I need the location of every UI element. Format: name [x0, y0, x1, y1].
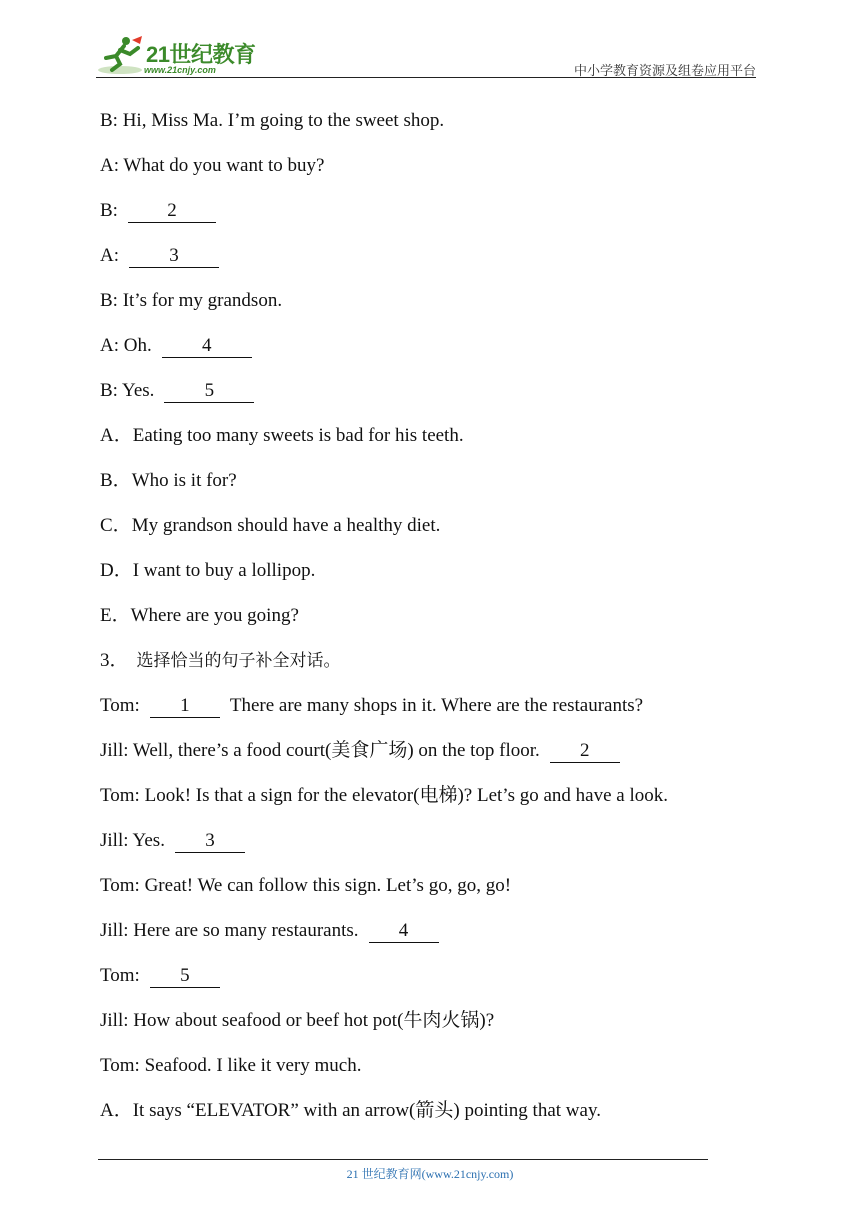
- option-item: [100, 421, 760, 466]
- runner-logo-icon: [96, 34, 146, 78]
- dialogue-text: Jill: How about seafood or beef hot pot(牛肉火锅)?: [100, 1010, 495, 1031]
- page-footer: 21 世纪教育网(www.21cnjy.com): [346, 1167, 514, 1181]
- answer-blank[interactable]: 4: [162, 335, 252, 358]
- dialogue-text: A: Oh.: [100, 335, 152, 356]
- dialogue-text: Jill: Yes.: [100, 830, 165, 851]
- dialogue-text: B: Yes.: [100, 380, 155, 401]
- answer-blank[interactable]: 2: [128, 200, 216, 223]
- page-header: [96, 30, 756, 78]
- dialogue-line: [100, 1051, 760, 1096]
- option-item: [100, 556, 760, 601]
- footer-divider: [98, 1159, 708, 1160]
- answer-blank[interactable]: 3: [129, 245, 219, 268]
- dialogue-line: [100, 106, 760, 151]
- dialogue-line: [100, 331, 760, 376]
- dialogue-line: [100, 241, 760, 286]
- option-letter: C．: [100, 515, 132, 536]
- option-item: [100, 511, 760, 556]
- dialogue-line: [100, 871, 760, 916]
- dialogue-text: Tom:: [100, 965, 140, 986]
- option-letter: E．: [100, 605, 131, 626]
- dialogue-line: [100, 151, 760, 196]
- dialogue-text: B: It’s for my grandson.: [100, 290, 283, 311]
- option-text: It says “ELEVATOR” with an arrow(箭头) pointing that way.: [132, 1100, 601, 1121]
- dialogue-line: [100, 916, 760, 961]
- dialogue-text: A:: [100, 245, 119, 266]
- dialogue-text: There are many shops in it. Where are the restaurants?: [229, 695, 644, 716]
- answer-blank[interactable]: 1: [150, 695, 220, 718]
- option-letter: D．: [100, 560, 133, 581]
- answer-blank[interactable]: 4: [369, 920, 439, 943]
- option-text: Where are you going?: [130, 605, 299, 626]
- answer-blank[interactable]: 5: [164, 380, 254, 403]
- dialogue-line: [100, 286, 760, 331]
- option-text: My grandson should have a healthy diet.: [131, 515, 441, 536]
- dialogue-line: [100, 376, 760, 421]
- dialogue-text: Tom: Look! Is that a sign for the elevator(电梯)? Let’s go and have a look.: [100, 785, 668, 806]
- answer-blank[interactable]: 2: [550, 740, 620, 763]
- option-text: I want to buy a lollipop.: [132, 560, 316, 581]
- dialogue-text: Tom:: [100, 695, 140, 716]
- option-item: [100, 1096, 760, 1141]
- dialogue-text: Tom: Great! We can follow this sign. Let’s go, go, go!: [100, 875, 512, 896]
- logo-url: www.21cnjy.com: [144, 65, 216, 75]
- question-title: 选择恰当的句子补全对话。: [136, 651, 341, 671]
- dialogue-line: [100, 691, 760, 736]
- option-letter: A．: [100, 1100, 133, 1121]
- header-divider: [96, 77, 756, 78]
- document-body: [100, 106, 760, 1141]
- option-letter: A．: [100, 425, 133, 446]
- dialogue-line: [100, 736, 760, 781]
- dialogue-text: A: What do you want to buy?: [100, 155, 325, 176]
- option-item: [100, 466, 760, 511]
- option-text: Eating too many sweets is bad for his teeth.: [132, 425, 464, 446]
- logo-text: 21世纪教育: [146, 42, 256, 67]
- dialogue-line: [100, 781, 760, 826]
- answer-blank[interactable]: 5: [150, 965, 220, 988]
- question-number: 3．: [100, 650, 129, 671]
- dialogue-text: Tom: Seafood. I like it very much.: [100, 1055, 362, 1076]
- dialogue-line: [100, 196, 760, 241]
- answer-blank[interactable]: 3: [175, 830, 245, 853]
- option-text: Who is it for?: [131, 470, 237, 491]
- dialogue-line: [100, 826, 760, 871]
- dialogue-text: B:: [100, 200, 118, 221]
- dialogue-line: [100, 1006, 760, 1051]
- option-letter: B．: [100, 470, 132, 491]
- dialogue-text: B: Hi, Miss Ma. I’m going to the sweet shop.: [100, 110, 445, 131]
- platform-name: 中小学教育资源及组卷应用平台: [573, 64, 756, 79]
- dialogue-text: Jill: Well, there’s a food court(美食广场) on the top floor.: [100, 740, 540, 761]
- dialogue-text: Jill: Here are so many restaurants.: [100, 920, 359, 941]
- option-item: [100, 601, 760, 646]
- logo: [96, 34, 266, 78]
- question-heading: [100, 646, 760, 691]
- dialogue-line: [100, 961, 760, 1006]
